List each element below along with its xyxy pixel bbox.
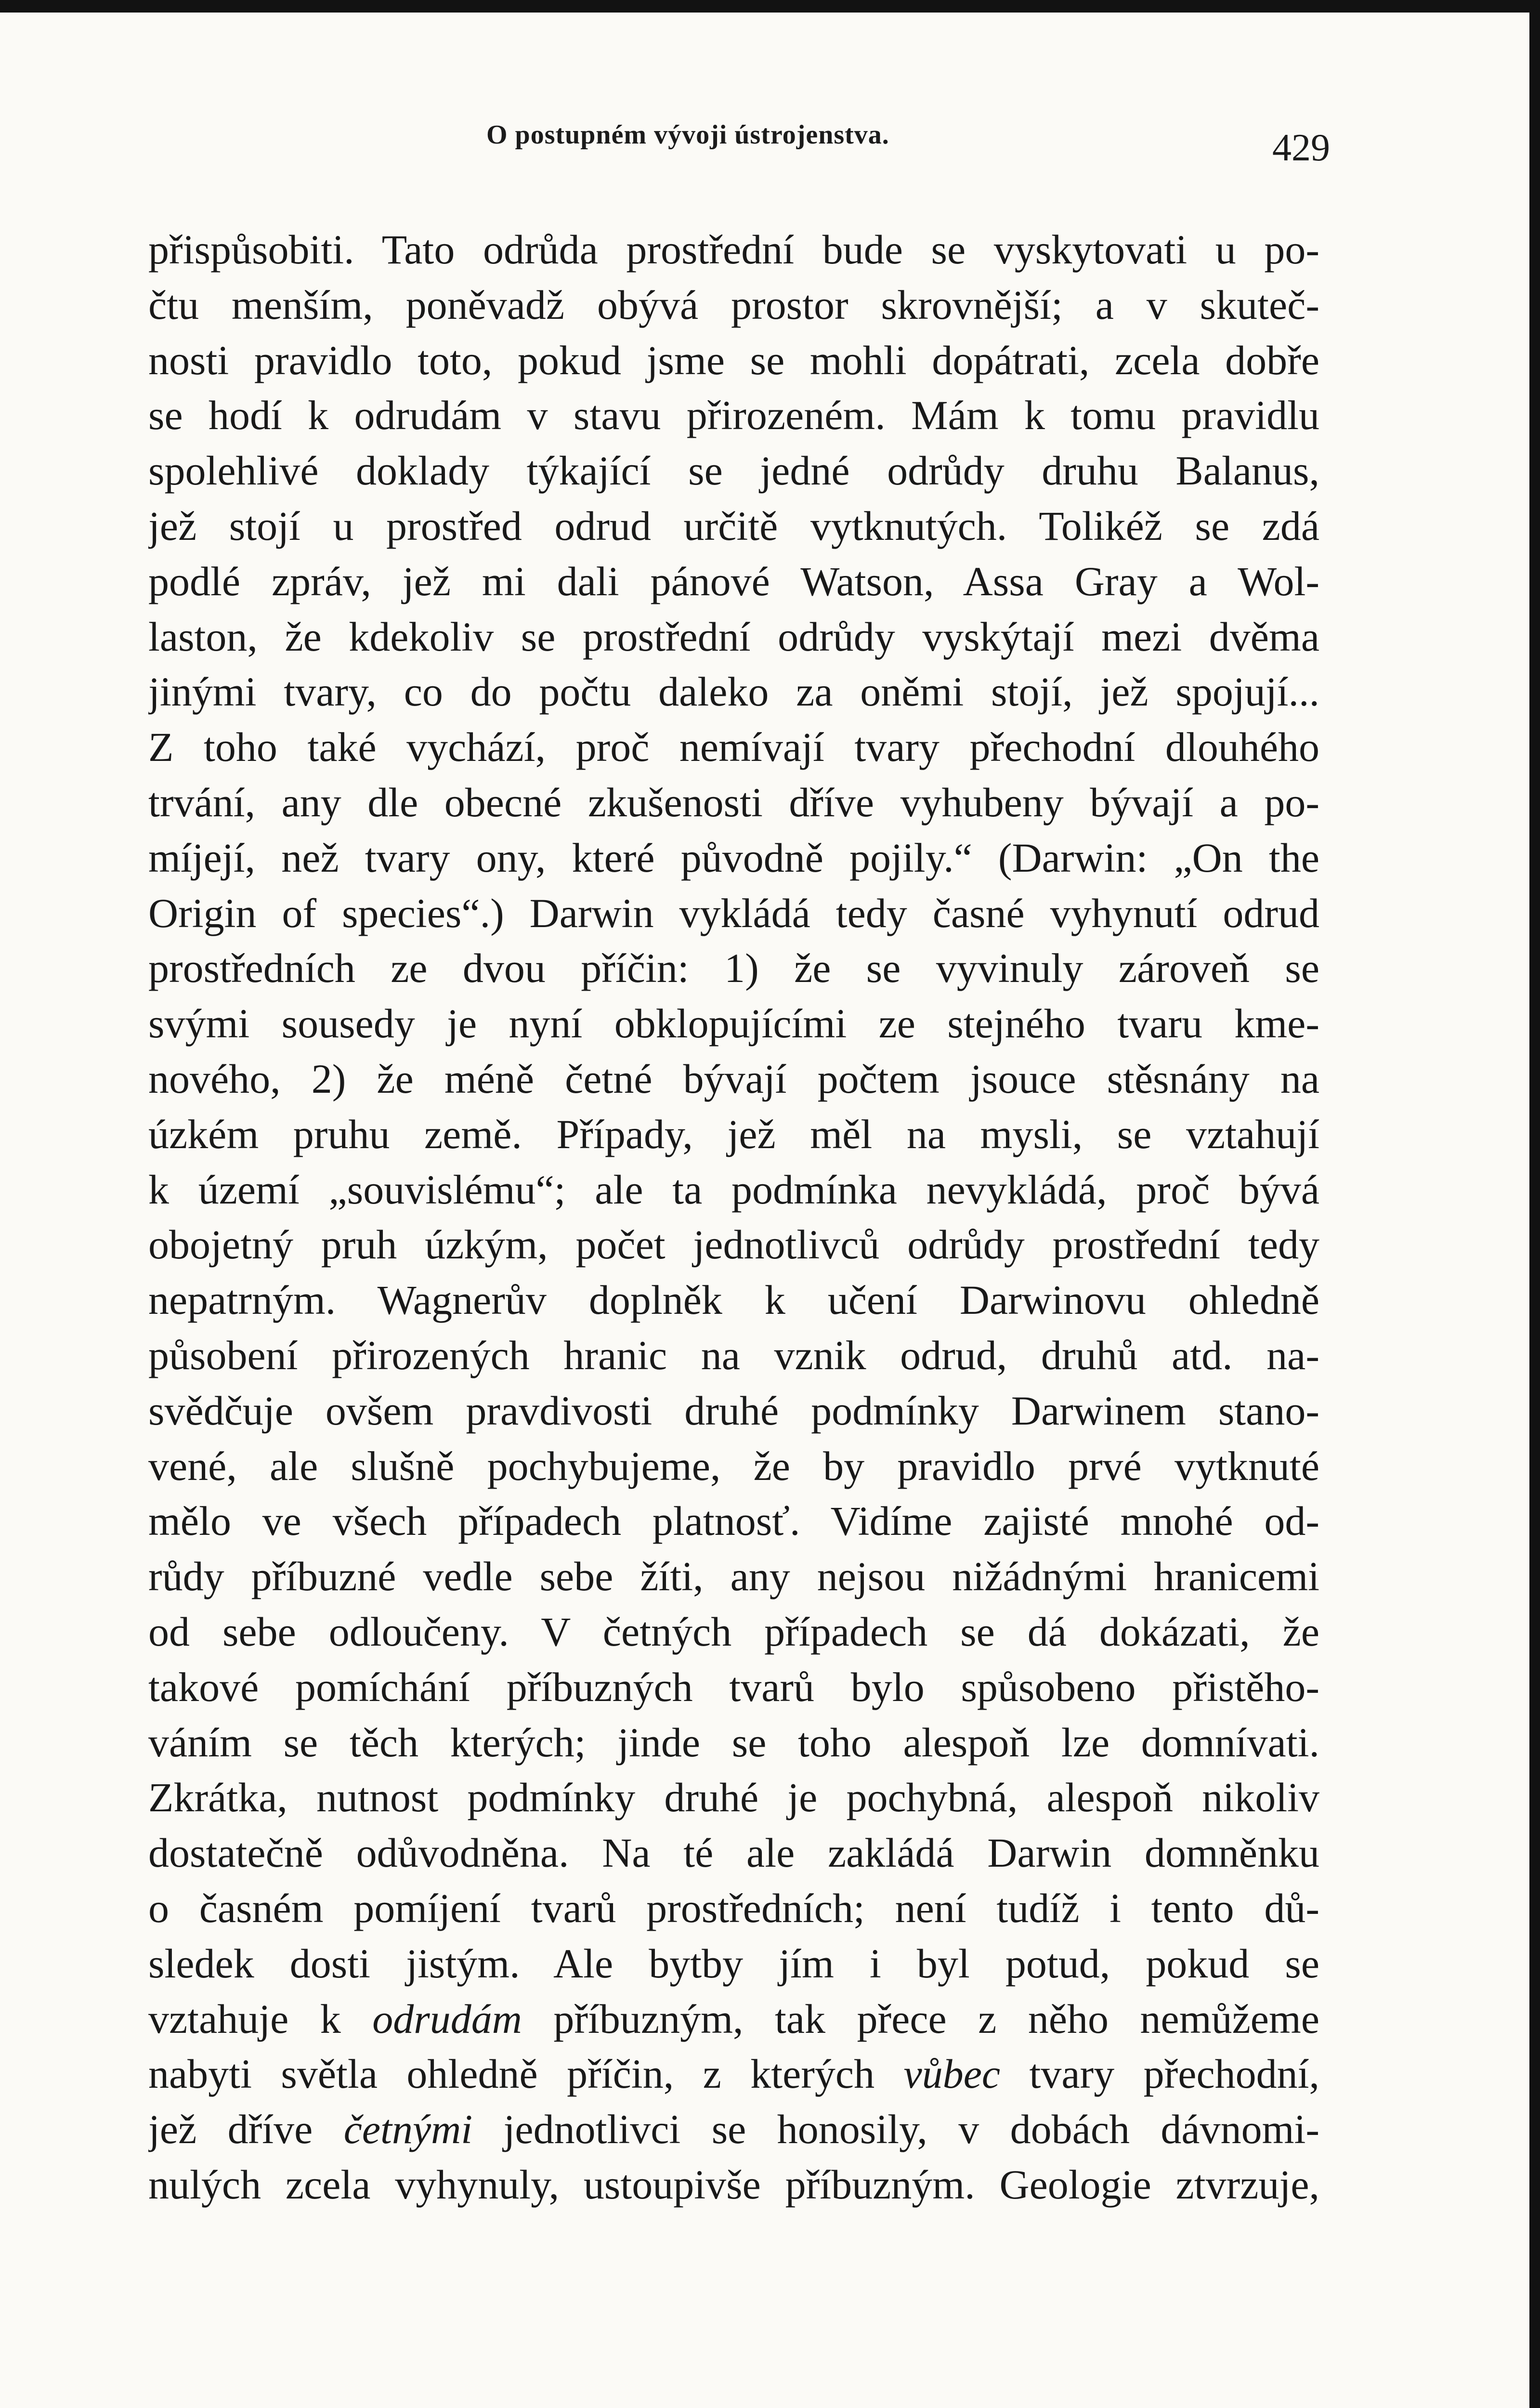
- text-line: nepatrným. Wagnerův doplněk k učení Darwinovu ohledně: [148, 1277, 1319, 1323]
- text-line: trvání, any dle obecné zkušenosti dříve vyhubeny bývají a po-: [148, 779, 1319, 825]
- page-number: 429: [1272, 127, 1330, 169]
- text-line: nosti pravidlo toto, pokud jsme se mohli dopátrati, zcela dobře: [148, 337, 1319, 383]
- text-line: dostatečně odůvodněna. Na té ale zakládá Darwin domněnku: [148, 1830, 1319, 1876]
- text-line: vztahuje k odrudám příbuzným, tak přece z něho nemůžeme: [148, 1995, 1319, 2042]
- text-line: Origin of species“.) Darwin vykládá tedy časné vyhynutí odrud: [148, 890, 1319, 936]
- text-line: čtu menším, poněvadž obývá prostor skrovnější; a v skuteč-: [148, 281, 1319, 328]
- text-line: růdy příbuzné vedle sebe žíti, any nejsou nižádnými hranicemi: [148, 1553, 1319, 1600]
- text-line: od sebe odloučeny. V četných případech se dá dokázati, že: [148, 1608, 1319, 1655]
- text-line: Zkrátka, nutnost podmínky druhé je pochybná, alespoň nikoliv: [148, 1774, 1319, 1821]
- text-line: obojetný pruh úzkým, počet jednotlivců odrůdy prostřední tedy: [148, 1221, 1319, 1268]
- text-line: k území „souvislému“; ale ta podmínka nevykládá, proč bývá: [148, 1166, 1319, 1213]
- text-line: prostředních ze dvou příčin: 1) že se vyvinuly zároveň se: [148, 945, 1319, 992]
- italic-term: četnými: [343, 2106, 473, 2153]
- running-title: O postupném vývoji ústrojenstva.: [486, 120, 889, 150]
- text-line: jež stojí u prostřed odrud určitě vytknutých. Tolikéž se zdá: [148, 502, 1319, 549]
- italic-term: odrudám: [372, 1995, 522, 2042]
- text-line: nového, 2) že méně četné bývají počtem jsouce stěsnány na: [148, 1055, 1319, 1102]
- italic-term: vůbec: [903, 2051, 1001, 2097]
- text-line: laston, že kdekoliv se prostřední odrůdy vyskýtají mezi dvěma: [148, 613, 1319, 660]
- text-line: nabyti světla ohledně příčin, z kterých vůbec tvary přechodní,: [148, 2051, 1319, 2097]
- body-text: [148, 222, 1319, 2212]
- text-line: nulých zcela vyhynuly, ustoupivše příbuzným. Geologie ztvrzuje,: [148, 2161, 1319, 2208]
- text-line: jinými tvary, co do počtu daleko za oněmi stojí, jež spojují...: [148, 668, 1319, 715]
- text-line: úzkém pruhu země. Případy, jež měl na mysli, se vztahují: [148, 1111, 1319, 1157]
- text-line: svědčuje ovšem pravdivosti druhé podmínky Darwinem stano-: [148, 1387, 1319, 1434]
- text-line: Z toho také vychází, proč nemívají tvary přechodní dlouhého: [148, 724, 1319, 771]
- text-line: váním se těch kterých; jinde se toho alespoň lze domnívati.: [148, 1719, 1319, 1766]
- text-line: se hodí k odrudám v stavu přirozeném. Mám k tomu pravidlu: [148, 392, 1319, 439]
- text-line: sledek dosti jistým. Ale bytby jím i byl potud, pokud se: [148, 1940, 1319, 1987]
- scan-border-right: [1529, 0, 1540, 2408]
- text-line: o časném pomíjení tvarů prostředních; není tudíž i tento dů-: [148, 1885, 1319, 1931]
- text-line: podlé zpráv, jež mi dali pánové Watson, Assa Gray a Wol-: [148, 558, 1319, 604]
- text-line: svými sousedy je nyní obklopujícími ze stejného tvaru kme-: [148, 1000, 1319, 1047]
- text-line: přispůsobiti. Tato odrůda prostřední bude se vyskytovati u po-: [148, 226, 1319, 273]
- text-line: takové pomíchání příbuzných tvarů bylo spůsobeno přistěho-: [148, 1663, 1319, 1710]
- scan-border-top: [0, 0, 1540, 13]
- text-line: mělo ve všech případech platnosť. Vidíme zajisté mnohé od-: [148, 1498, 1319, 1544]
- text-line: spolehlivé doklady týkající se jedné odrůdy druhu Balanus,: [148, 447, 1319, 494]
- text-line: míjejí, než tvary ony, které původně pojily.“ (Darwin: „On the: [148, 834, 1319, 881]
- text-line: působení přirozených hranic na vznik odrud, druhů atd. na-: [148, 1332, 1319, 1378]
- text-line: jež dříve četnými jednotlivci se honosily, v dobách dávnomi-: [148, 2106, 1319, 2153]
- text-line: vené, ale slušně pochybujeme, že by pravidlo prvé vytknuté: [148, 1442, 1319, 1489]
